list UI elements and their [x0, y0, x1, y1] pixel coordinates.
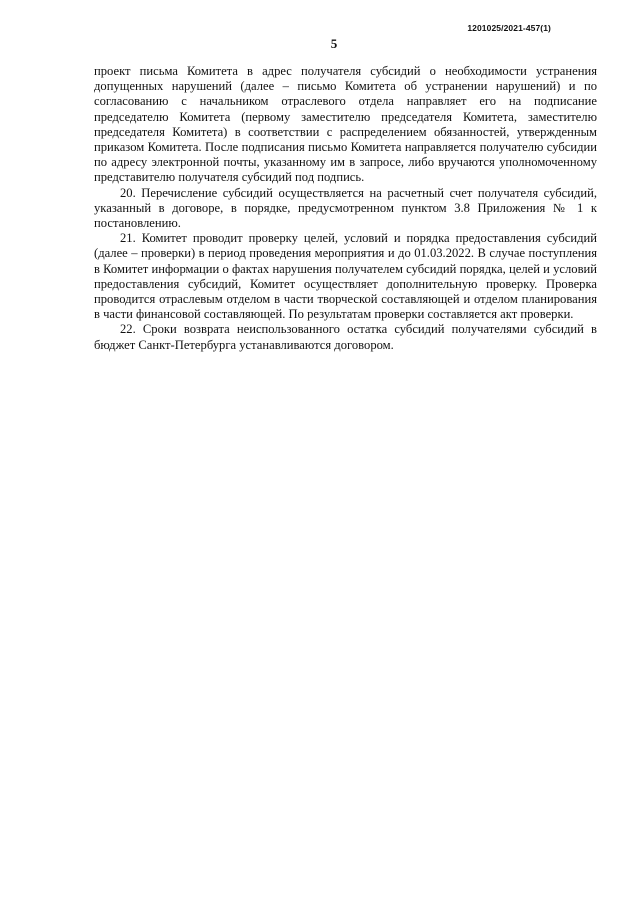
paragraph-20: 20. Перечисление субсидий осуществляется на расчетный счет получателя субсидий, указанный в договоре, в порядке, предусмотренном пунктом 3.8 Приложения № 1 к постановлению.	[94, 185, 597, 231]
paragraph-continuation: проект письма Комитета в адрес получателя субсидий о необходимости устранения допущенных нарушений (далее – письмо Комитета об устранении нарушений) и по согласованию с начальником отраслевого отдела направляет его на подписание председателю Комитета (первому заместителю председателя Комитета, заместителю председателя Комитета) в соответствии с распределением обязанностей, утвержденным приказом Комитета. После подписания письмо Комитета направляется получателю субсидии по адресу электронной почты, указанному им в запросе, либо вручаются уполномоченному представителю получателя субсидий под подпись.	[94, 64, 597, 185]
paragraph-22: 22. Сроки возврата неиспользованного остатка субсидий получателями субсидий в бюджет Санкт-Петербурга устанавливаются договором.	[94, 322, 597, 352]
page-number: 5	[330, 36, 338, 51]
document-body	[94, 64, 597, 353]
paragraph-21: 21. Комитет проводит проверку целей, условий и порядка предоставления субсидий (далее – проверки) в период проведения мероприятия и до 01.03.2022. В случае поступления в Комитет информации о фактах нарушения получателем субсидий порядка, целей и условий предоставления субсидий, Комитет осуществляет дополнительную проверку. Проверка проводится отраслевым отделом в части творческой составляющей и отделом планирования в части финансовой составляющей. По результатам проверки составляется акт проверки.	[94, 231, 597, 322]
document-id: 1201025/2021-457(1)	[467, 23, 551, 33]
